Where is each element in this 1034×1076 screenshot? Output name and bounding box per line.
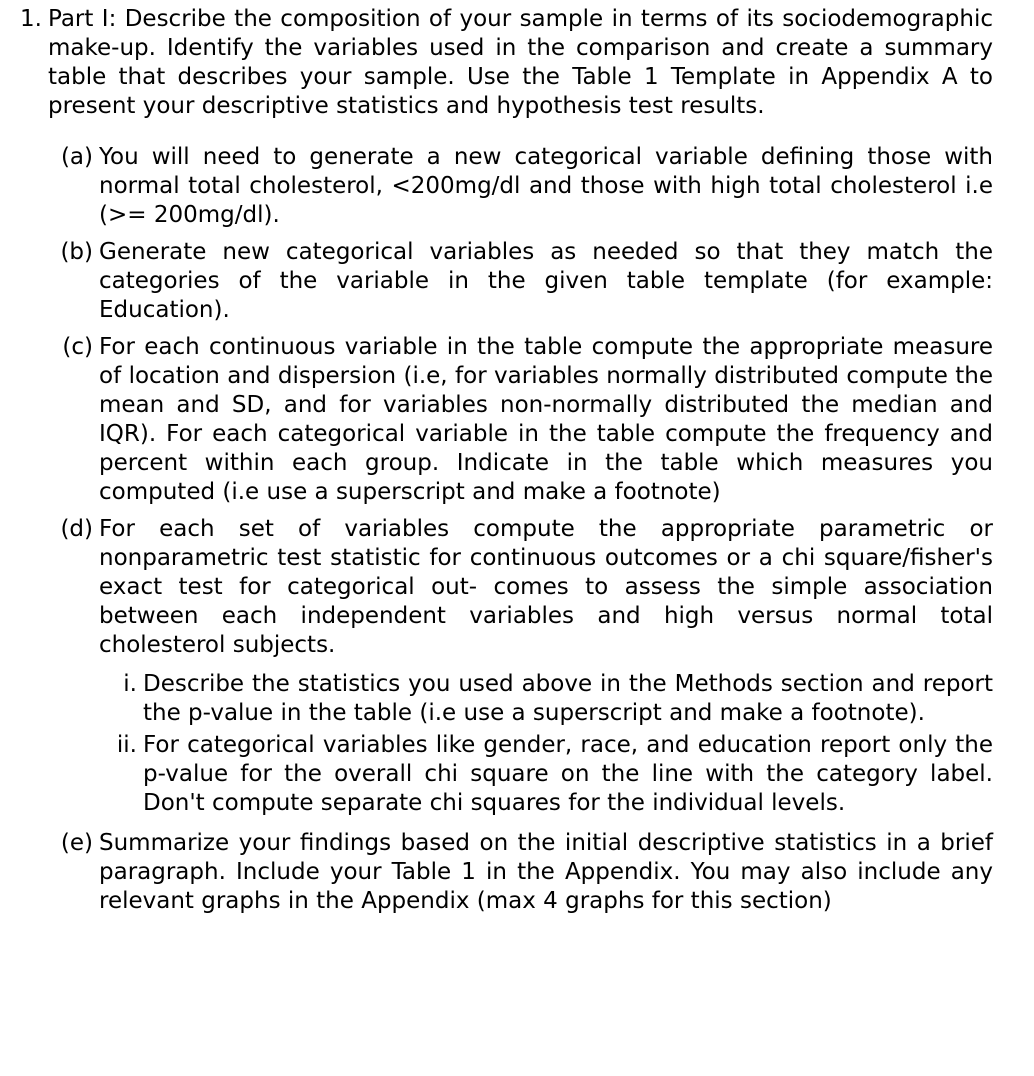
roman-label: i. [123,671,137,697]
subitem-text: You will need to generate a new categorical variable defining those with normal total cholesterol, <200mg/dl and those with high total cholesterol i.e (>= 200mg/dl). [99,144,993,228]
subitem-d-i [123,670,993,728]
subitem-text: Generate new categorical variables as needed so that they match the categories of the variable in the given table template (for example: Education). [99,239,993,323]
subitem-d-ii [116,731,993,818]
item-text: Part I: Describe the composition of your sample in terms of its sociodemographic make-up. Identify the variables used in the comparison and create a summary table that describes your sample. Use the Table 1 Template in Appendix A to present your descriptive statistics and hypothesis test results. [48,6,993,119]
roman-label: ii. [116,732,137,758]
subitem-b [60,238,993,325]
subitem-a [60,143,993,230]
subitem-label: (d) [60,516,93,542]
subitem-label: (e) [60,830,93,856]
subitem-d [60,515,993,660]
roman-text: For categorical variables like gender, race, and education report only the p-value for the overall chi square on the line with the category label. Don't compute separate chi squares for the individual levels. [143,732,993,816]
subitem-text: Summarize your findings based on the initial descriptive statistics in a brief paragraph. Include your Table 1 in the Appendix. You may also include any relevant graphs in the Appendix (max 4 graphs for this section) [99,830,993,914]
subitem-text: For each continuous variable in the table compute the appropriate measure of location and dispersion (i.e, for variables normally distributed compute the mean and SD, and for variables non-normally distributed the median and IQR). For each categorical variable in the table compute the frequency and percent within each group. Indicate in the table which measures you computed (i.e use a superscript and make a footnote) [99,334,993,505]
item-number: 1. [20,6,42,32]
list-item-1 [20,5,993,121]
roman-text: Describe the statistics you used above in the Methods section and report the p-value in the table (i.e use a superscript and make a footnote). [143,671,993,726]
subitem-text: For each set of variables compute the appropriate parametric or nonparametric test statistic for continuous outcomes or a chi square/fisher's exact test for categorical out- comes to assess the simple association between each independent variables and high versus normal total cholesterol subjects. [99,516,993,658]
subitem-c [62,333,993,507]
subitem-label: (b) [60,239,93,265]
subitem-label: (a) [60,144,93,170]
subitem-e [60,829,993,916]
subitem-label: (c) [62,334,93,360]
